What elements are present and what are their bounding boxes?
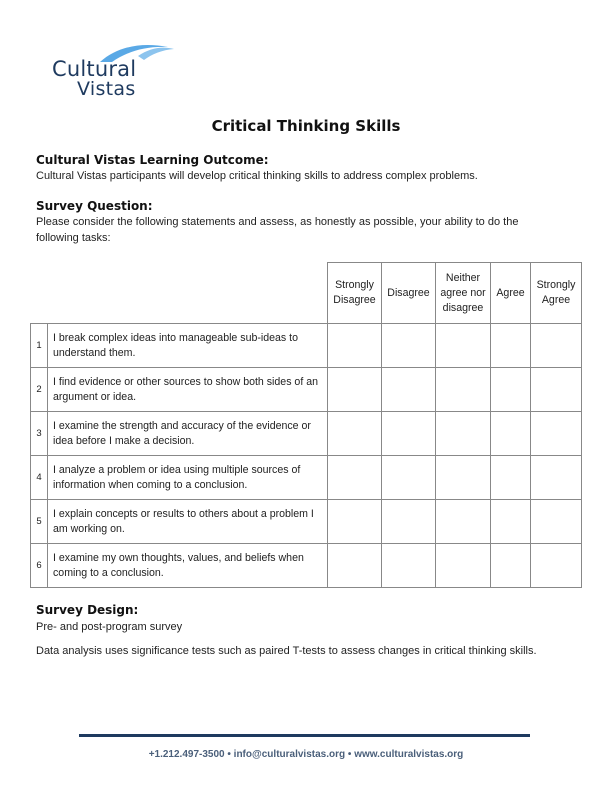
response-cell-agree[interactable]	[491, 544, 531, 588]
response-cell-disagree[interactable]	[382, 324, 436, 368]
response-cell-neither[interactable]	[436, 412, 491, 456]
question-heading: Survey Question:	[36, 199, 153, 213]
question-text: Please consider the following statements and assess, as honestly as possible, your ability to do the following tasks:	[36, 216, 519, 244]
response-cell-strongly-disagree[interactable]	[328, 544, 382, 588]
response-cell-strongly-disagree[interactable]	[328, 368, 382, 412]
row-number: 1	[31, 324, 48, 368]
response-cell-agree[interactable]	[491, 500, 531, 544]
page-title: Critical Thinking Skills	[211, 117, 401, 135]
response-cell-disagree[interactable]	[382, 544, 436, 588]
response-cell-neither[interactable]	[436, 500, 491, 544]
response-cell-agree[interactable]	[491, 368, 531, 412]
response-cell-strongly-agree[interactable]	[531, 544, 582, 588]
response-cell-neither[interactable]	[436, 544, 491, 588]
response-cell-strongly-agree[interactable]	[531, 412, 582, 456]
table-row	[31, 368, 582, 412]
design-line-1: Pre- and post-program survey	[36, 621, 183, 633]
response-cell-strongly-agree[interactable]	[531, 324, 582, 368]
footer-separator: •	[227, 749, 231, 760]
outcome-text: Cultural Vistas participants will develop critical thinking skills to address complex problems.	[36, 170, 478, 182]
footer-email[interactable]: info@culturalvistas.org	[233, 749, 346, 760]
row-statement: I analyze a problem or idea using multiple sources of information when coming to a conclusion.	[48, 456, 328, 500]
row-statement: I explain concepts or results to others about a problem I am working on.	[48, 500, 328, 544]
logo-word-cultural: Cultural	[52, 57, 137, 81]
response-cell-strongly-disagree[interactable]	[328, 324, 382, 368]
row-statement: I examine the strength and accuracy of the evidence or idea before I make a decision.	[48, 412, 328, 456]
response-cell-neither[interactable]	[436, 324, 491, 368]
response-cell-disagree[interactable]	[382, 500, 436, 544]
footer-divider	[79, 734, 530, 737]
design-heading: Survey Design:	[36, 603, 139, 617]
row-number: 5	[31, 500, 48, 544]
option-disagree: Disagree	[382, 263, 436, 324]
row-number: 3	[31, 412, 48, 456]
row-statement: I find evidence or other sources to show both sides of an argument or idea.	[48, 368, 328, 412]
table-header-row	[31, 263, 582, 324]
response-cell-disagree[interactable]	[382, 456, 436, 500]
cultural-vistas-logo	[50, 40, 180, 100]
option-neither: Neither agree nor disagree	[436, 263, 491, 324]
table-row	[31, 456, 582, 500]
response-cell-strongly-agree[interactable]	[531, 500, 582, 544]
row-statement: I examine my own thoughts, values, and beliefs when coming to a conclusion.	[48, 544, 328, 588]
table-row	[31, 544, 582, 588]
footer-separator: •	[347, 749, 352, 760]
row-statement: I break complex ideas into manageable sub-ideas to understand them.	[48, 324, 328, 368]
design-line-2: Data analysis uses significance tests such as paired T-tests to assess changes in critical thinking skills.	[36, 645, 537, 657]
response-cell-neither[interactable]	[436, 368, 491, 412]
response-cell-disagree[interactable]	[382, 368, 436, 412]
row-number: 4	[31, 456, 48, 500]
footer-contact	[0, 749, 612, 760]
outcome-heading: Cultural Vistas Learning Outcome:	[36, 153, 269, 167]
header-blank-cell	[31, 263, 328, 324]
option-strongly-disagree: Strongly Disagree	[328, 263, 382, 324]
response-cell-neither[interactable]	[436, 456, 491, 500]
response-cell-agree[interactable]	[491, 412, 531, 456]
row-number: 6	[31, 544, 48, 588]
logo-word-vistas: Vistas	[77, 78, 136, 100]
response-cell-strongly-agree[interactable]	[531, 456, 582, 500]
response-cell-agree[interactable]	[491, 324, 531, 368]
response-cell-strongly-agree[interactable]	[531, 368, 582, 412]
response-cell-strongly-disagree[interactable]	[328, 412, 382, 456]
footer-website[interactable]: www.culturalvistas.org	[354, 749, 464, 760]
footer-phone: +1.212.497-3500	[148, 749, 225, 760]
response-cell-strongly-disagree[interactable]	[328, 456, 382, 500]
response-cell-disagree[interactable]	[382, 412, 436, 456]
table-row	[31, 324, 582, 368]
table-row	[31, 500, 582, 544]
option-strongly-agree: Strongly Agree	[531, 263, 582, 324]
table-row	[31, 412, 582, 456]
survey-table	[30, 262, 582, 588]
response-cell-agree[interactable]	[491, 456, 531, 500]
option-agree: Agree	[491, 263, 531, 324]
row-number: 2	[31, 368, 48, 412]
response-cell-strongly-disagree[interactable]	[328, 500, 382, 544]
